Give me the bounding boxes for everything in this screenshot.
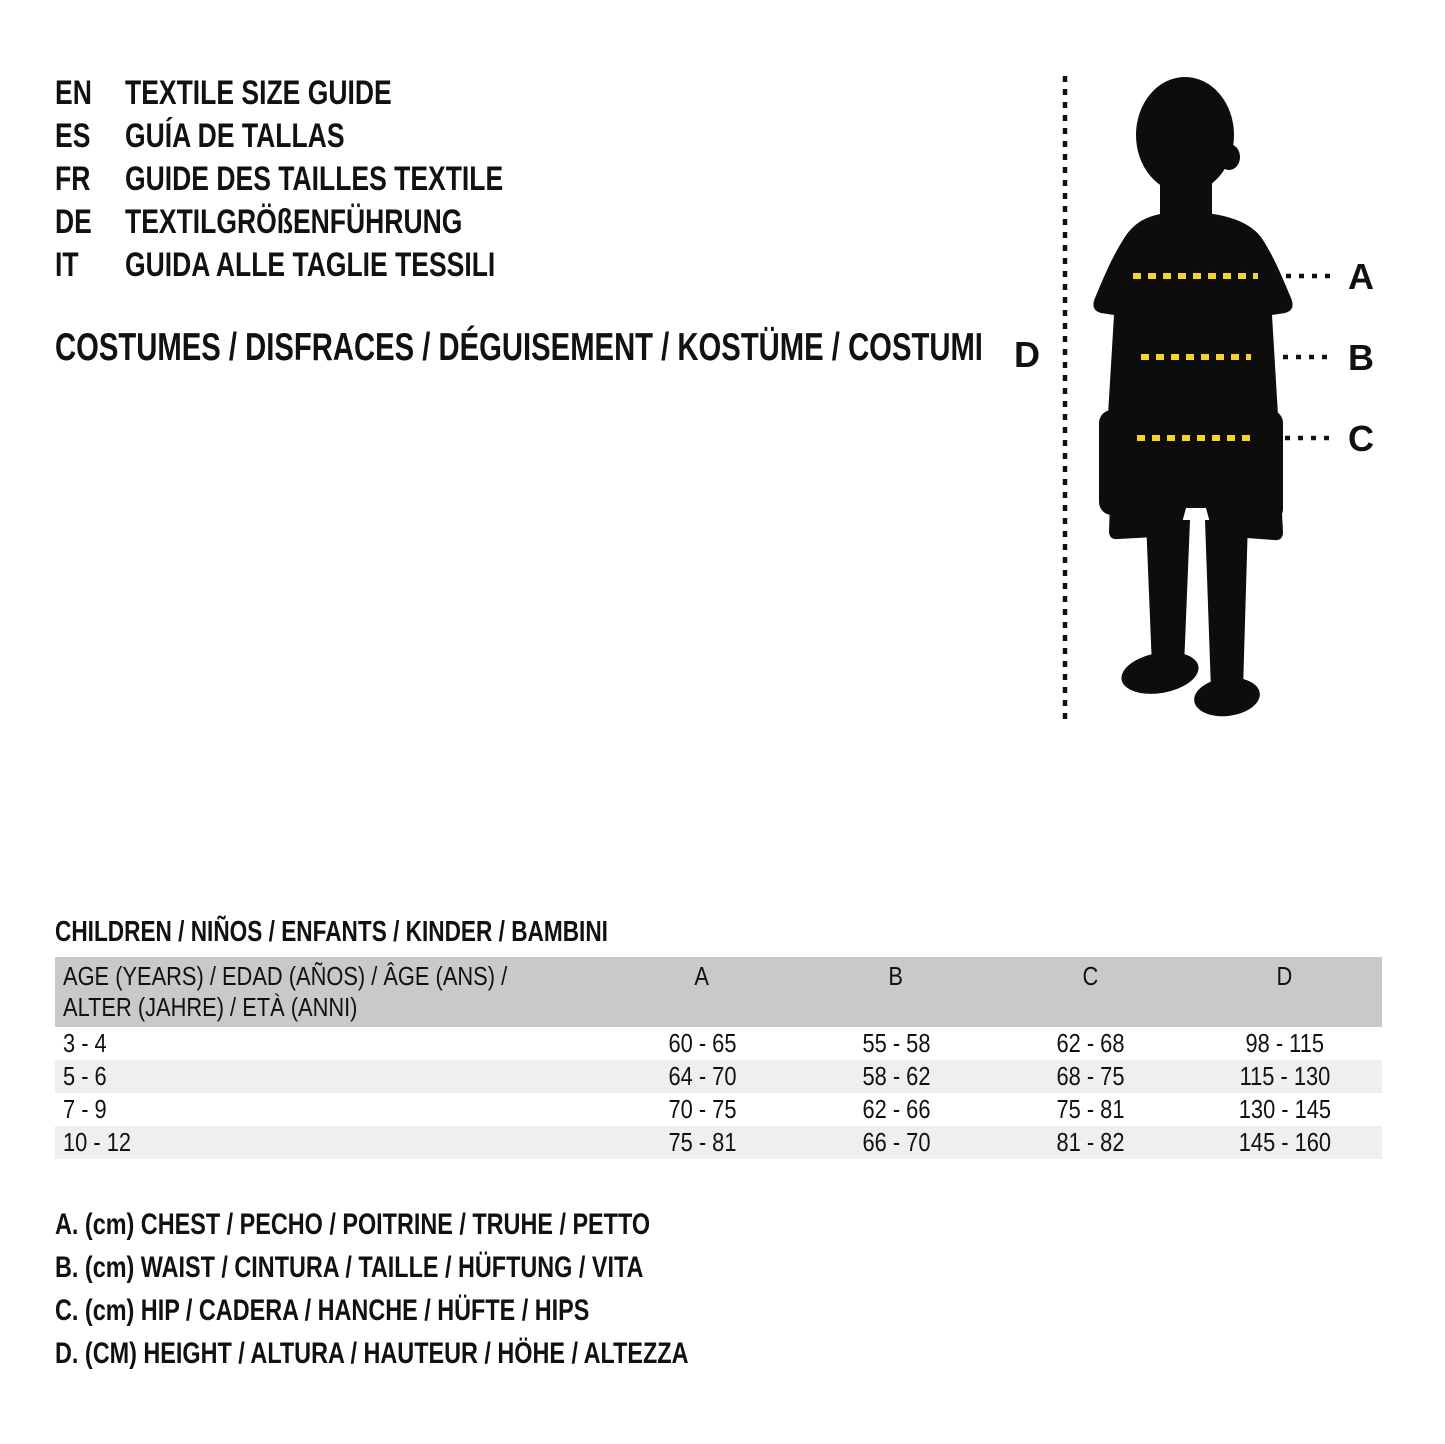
chest-cell: 75 - 81 (667, 1127, 736, 1157)
language-title: GUIDE DES TAILLES TEXTILE (125, 160, 504, 198)
age-cell: 7 - 9 (63, 1094, 107, 1124)
measurement-figure (1000, 60, 1420, 740)
language-code: DE (55, 203, 92, 241)
chest-cell: 64 - 70 (667, 1061, 736, 1091)
children-size-table (55, 957, 1382, 1159)
waist-cell: 58 - 62 (861, 1061, 930, 1091)
height-cell: 130 - 145 (1238, 1094, 1331, 1124)
language-row-es (55, 115, 610, 158)
chest-cell: 60 - 65 (667, 1028, 736, 1058)
legend-chest: A. (cm) CHEST / PECHO / POITRINE / TRUHE / PETTO (55, 1207, 651, 1241)
column-header-b: B (888, 961, 904, 991)
hip-cell: 68 - 75 (1055, 1061, 1124, 1091)
language-row-en (55, 72, 610, 115)
hip-cell: 62 - 68 (1055, 1028, 1124, 1058)
legend-hip: C. (cm) HIP / CADERA / HANCHE / HÜFTE / HIPS (55, 1293, 590, 1327)
age-column-header: AGE (YEARS) / EDAD (AÑOS) / ÂGE (ANS) / ALTER (JAHRE) / ETÀ (ANNI) (63, 961, 508, 1022)
silhouette-ear (1218, 144, 1240, 170)
hip-cell: 75 - 81 (1055, 1094, 1124, 1124)
table-row (55, 1126, 1382, 1159)
age-cell: 3 - 4 (63, 1028, 107, 1058)
age-cell: 10 - 12 (63, 1127, 132, 1157)
children-section-title: CHILDREN / NIÑOS / ENFANTS / KINDER / BAMBINI (55, 916, 608, 948)
language-row-fr (55, 158, 610, 201)
age-cell: 5 - 6 (63, 1061, 107, 1091)
height-cell: 115 - 130 (1239, 1061, 1330, 1091)
table-row (55, 1060, 1382, 1093)
language-code: IT (55, 246, 79, 284)
waist-cell: 62 - 66 (861, 1094, 930, 1124)
height-cell: 145 - 160 (1238, 1127, 1331, 1157)
height-cell: 98 - 115 (1245, 1028, 1324, 1058)
column-header-c: C (1082, 961, 1098, 991)
hip-cell: 81 - 82 (1055, 1127, 1124, 1157)
chest-cell: 70 - 75 (667, 1094, 736, 1124)
silhouette-neck (1160, 160, 1212, 220)
legend-height: D. (CM) HEIGHT / ALTURA / HAUTEUR / HÖHE / ALTEZZA (55, 1336, 689, 1370)
column-header-a: A (694, 961, 710, 991)
silhouette-left-shoe (1118, 647, 1202, 700)
table-row (55, 1027, 1382, 1060)
measure-label-b: B (1348, 337, 1374, 378)
column-header-d: D (1276, 961, 1293, 991)
language-title-list (55, 72, 610, 287)
child-silhouette (1093, 77, 1292, 720)
language-code: ES (55, 117, 91, 155)
language-title: GUIDA ALLE TAGLIE TESSILI (125, 246, 496, 284)
legend-waist: B. (cm) WAIST / CINTURA / TAILLE / HÜFTUNG / VITA (55, 1250, 644, 1284)
silhouette-right-shoe (1192, 674, 1262, 720)
measure-label-a: A (1348, 256, 1374, 297)
language-code: EN (55, 74, 92, 112)
table-row (55, 1093, 1382, 1126)
language-code: FR (55, 160, 91, 198)
measure-label-d: D (1014, 334, 1040, 375)
waist-cell: 55 - 58 (861, 1028, 930, 1058)
language-row-de (55, 201, 610, 244)
language-title: GUÍA DE TALLAS (125, 117, 345, 155)
measure-legend (55, 1203, 867, 1375)
silhouette-right-leg (1205, 520, 1248, 690)
language-title: TEXTILE SIZE GUIDE (125, 74, 392, 112)
silhouette-shorts (1109, 420, 1283, 540)
language-title: TEXTILGRÖßENFÜHRUNG (125, 203, 463, 241)
table-header-row (55, 957, 1382, 1027)
language-row-it (55, 244, 610, 287)
measure-label-c: C (1348, 418, 1374, 459)
silhouette-left-leg (1146, 520, 1190, 667)
category-title: COSTUMES / DISFRACES / DÉGUISEMENT / KOSTÜME / COSTUMI (55, 326, 983, 369)
waist-cell: 66 - 70 (861, 1127, 930, 1157)
